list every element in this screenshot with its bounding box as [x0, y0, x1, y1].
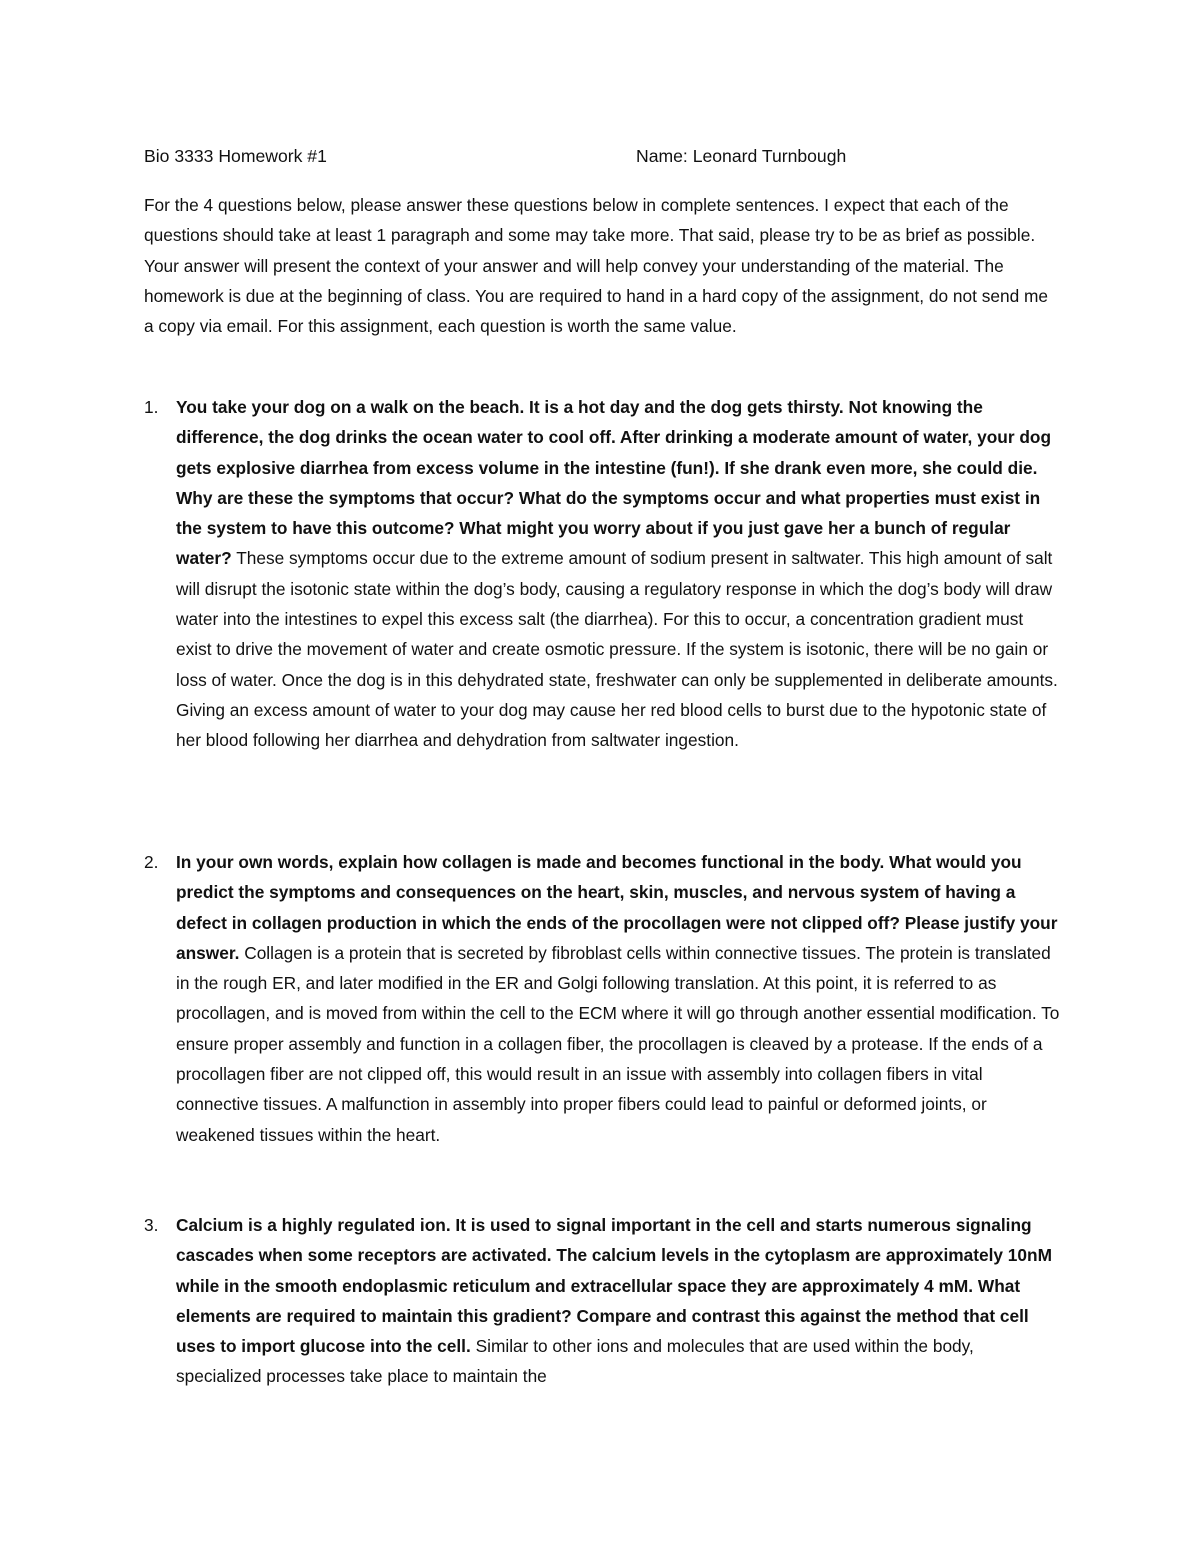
question-prompt: Calcium is a highly regulated ion. It is used to signal important in the cell and starts numerous signaling cascades when some receptors are activated. The calcium levels in the cytoplasm are approximately 10nM while in the smooth endoplasmic reticulum and extracellular space they are approximately 4 mM. What elements are required to maintain this gradient? Compare and contrast this against the method that cell uses to import glucose into the cell. — [176, 1215, 1052, 1357]
question-3 — [144, 1210, 1062, 1392]
question-number: 3. — [144, 1215, 159, 1235]
question-content — [176, 847, 1062, 1150]
instructions-paragraph: For the 4 questions below, please answer these questions below in complete sentences. I expect that each of the questions should take at least 1 paragraph and some may take more. That said, please try to be as brief as possible. Your answer will present the context of your answer and will help convey your understanding of the material. The homework is due at the beginning of class. You are required to hand in a hard copy of the assignment, do not send me a copy via email. For this assignment, each question is worth the same value. — [144, 195, 1049, 337]
question-content — [176, 392, 1062, 756]
student-name: Name: Leonard Turnbough — [636, 146, 847, 166]
question-answer: Collagen is a protein that is secreted by fibroblast cells within connective tissues. The protein is translated in the rough ER, and later modified in the ER and Golgi following translation. At this point, it is referred to as procollagen, and is moved from within the cell to the ECM where it will go through another essential modification. To ensure proper assembly and function in a collagen fiber, the procollagen is cleaved by a protease. If the ends of a procollagen fiber are not clipped off, this would result in an issue with assembly into collagen fibers in vital connective tissues. A malfunction in assembly into proper fibers could lead to painful or deformed joints, or weakened tissues within the heart. — [176, 942, 1060, 1145]
question-1 — [144, 392, 1062, 756]
question-prompt: In your own words, explain how collagen is made and becomes functional in the body. What would you predict the symptoms and consequences on the heart, skin, muscles, and nervous system of having a defect in collagen production in which the ends of the procollagen were not clipped off? Please justify your answer. — [176, 852, 1058, 963]
course-title: Bio 3333 Homework #1 — [144, 146, 327, 166]
question-2 — [144, 847, 1062, 1150]
question-number: 1. — [144, 397, 159, 417]
question-content — [176, 1210, 1062, 1392]
question-answer: These symptoms occur due to the extreme amount of sodium present in saltwater. This high amount of salt will disrupt the isotonic state within the dog’s body, causing a regulatory response in which the dog’s body will draw water into the intestines to expel this excess salt (the diarrhea). For this to occur, a concentration gradient must exist to drive the movement of water and create osmotic pressure. If the system is isotonic, there will be no gain or loss of water. Once the dog is in this dehydrated state, freshwater can only be supplemented in deliberate amounts. Giving an excess amount of water to your dog may cause her red blood cells to burst due to the hypotonic state of her blood following her diarrhea and dehydration from saltwater ingestion. — [176, 548, 1058, 751]
question-answer: Similar to other ions and molecules that are used within the body, specialized processes take place to maintain the — [176, 1336, 974, 1387]
question-prompt: You take your dog on a walk on the beach. It is a hot day and the dog gets thirsty. Not knowing the difference, the dog drinks the ocean water to cool off. After drinking a moderate amount of water, your dog gets explosive diarrhea from excess volume in the intestine (fun!). If she drank even more, she could die. Why are these the symptoms that occur? What do the symptoms occur and what properties must exist in the system to have this outcome? What might you worry about if you just gave her a bunch of regular water? — [176, 397, 1052, 569]
question-number: 2. — [144, 852, 159, 872]
